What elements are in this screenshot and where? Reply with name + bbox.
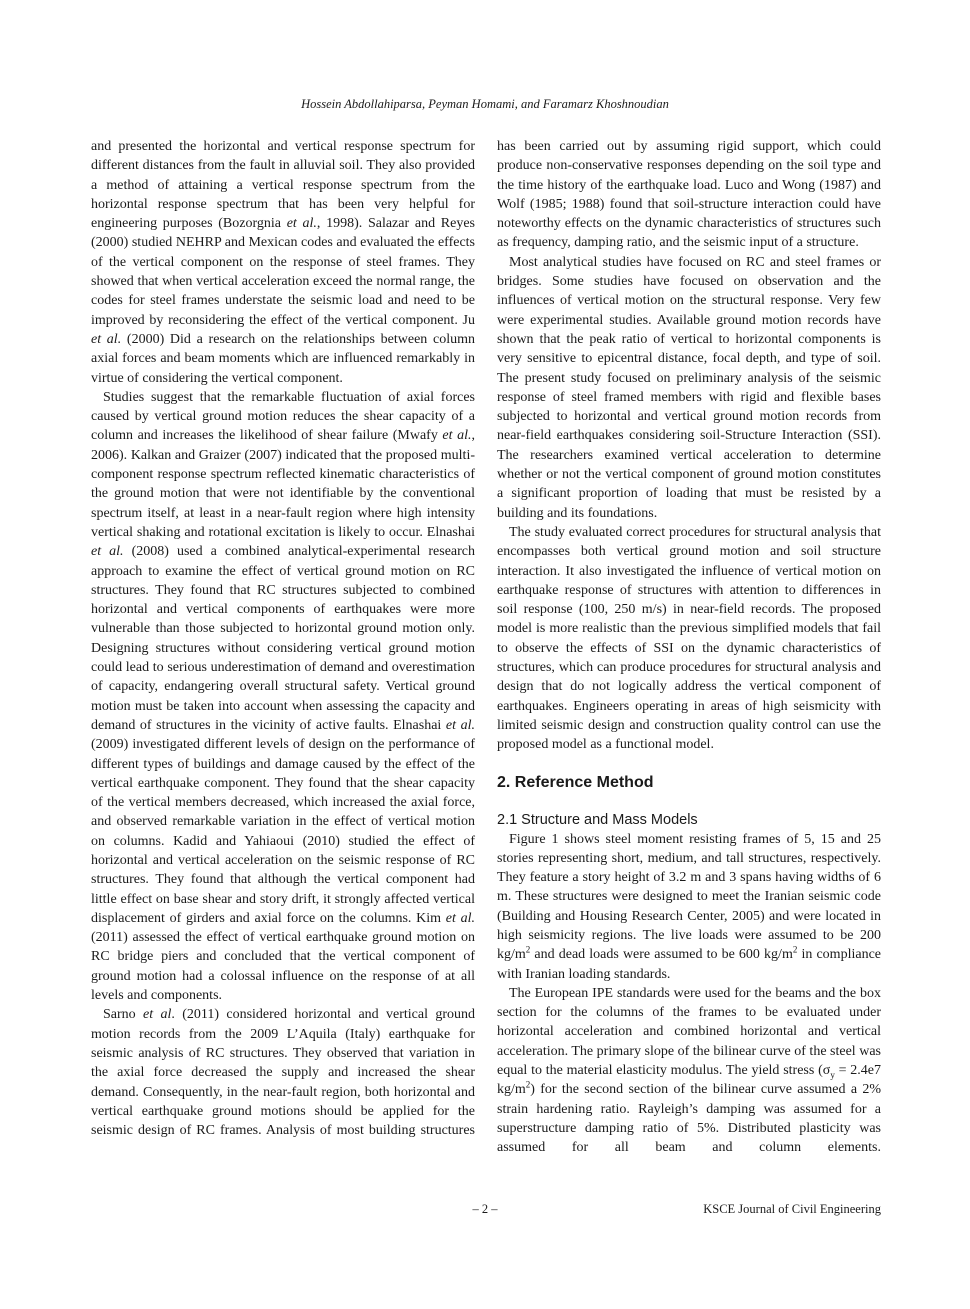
text-run: Sarno	[103, 1007, 144, 1023]
running-head: Hossein Abdollahiparsa, Peyman Homami, and Faramarz Khoshnoudian	[301, 97, 669, 111]
paragraph	[91, 388, 475, 1006]
text-run: has been carried out by assuming rigid support, which could produce non-conservative responses depending on the soil type and the time history of the earthquake load. Luco and Wong (1987) and Wolf (1985; 1988) found that soil-structure interaction could have noteworthy effects on the dynamic characteristics of structures such as frequency, damping ratio, and the seismic input of a structure.	[497, 139, 881, 251]
right-column	[497, 137, 881, 1158]
right-column-top	[497, 137, 881, 755]
text-run: (2008) used a combined analytical-experimental research approach to examine the effect of vertical ground motion on RC structures. They found that RC structures subjected to combined horizontal and vertical components of earthquakes were more vulnerable than those subjected to horizontal ground motion only. Designing structures without considering vertical ground motion could lead to serious underestimation of demand and overestimation of capacity, endangering overall structural safety. Vertical ground motion must be taken into account when assessing the capacity and demand of structures in the vicinity of active faults. Elnashai	[91, 544, 476, 733]
text-run: . (2011) considered horizontal and vertical ground motion records from the 2009 L’Aquila (Italy) earthquake for seismic analysis of RC structures. They observed that variation in the axial force decreased the supply and increased the shear demand. Consequently, in the near-fault region, both horizontal and vertical earthquake ground motions should be applied for the seismic design of RC frames. Analysis of most building structures	[91, 1007, 475, 1139]
paragraph	[497, 253, 881, 523]
paragraph	[497, 830, 881, 984]
text-run: (2011) assessed the effect of vertical earthquake ground motion on RC bridge piers and concluded that the vertical component of ground motion had a colossal influence on the response of at all levels and components.	[91, 930, 475, 1004]
paragraph	[497, 523, 881, 755]
text-run: in compliance with Iranian loading standards.	[497, 947, 881, 982]
subsection-heading: 2.1 Structure and Mass Models	[497, 811, 698, 828]
text-run: Figure 1 shows steel moment resisting frames of 5, 15 and 25 stories representing short, medium, and tall structures, respectively. They feature a story height of 3.2 m and 3 spans having widths of 6 m. These structures were designed to meet the Iranian seismic code (Building and Housing Research Center, 2005) and were located in high seismicity regions. The live loads were assumed to be 200 kg/m	[497, 831, 881, 963]
superscript: 2	[525, 1079, 531, 1090]
text-run: (2000) Did a research on the relationships between column axial forces and beam moments which are influenced remarkably in virtue of considering the vertical component.	[91, 331, 475, 386]
paragraph	[91, 137, 475, 388]
text-run: The study evaluated correct procedures for structural analysis that encompasses both vertical ground motion and soil structure interaction. It also investigated the influence of vertical motion on earthquake response of structures with attention to differences in soil response (100, 250 m/s) in near-field records. The proposed model is more realistic than the previous simplified models that fail to observe the effects of SSI on the dynamic characteristics of structures, which can produce procedures for structural analysis and design that do not logically address the vertical component of earthquakes. Engineers operating in areas of high seismicity with limited seismic design and construction quality control can use the proposed model as a functional model.	[497, 524, 881, 753]
italic-text: et al	[143, 1007, 172, 1023]
section-heading: 2. Reference Method	[497, 773, 654, 791]
italic-text: et al.	[445, 717, 475, 733]
right-column-bottom	[497, 830, 881, 1158]
italic-text: et al.	[91, 331, 122, 347]
italic-text: et al.	[445, 910, 476, 926]
text-run: (2009) investigated different levels of design on the performance of different types of buildings and damage caused by the effect of the vertical earthquake component. They found that the shear capacity of the vertical members decreased, which increased the axial force, and observed remarkable variation in the effect of vertical motion on columns. Kadid and Yahiaoui (2010) studied the effect of horizontal and vertical acceleration on the seismic response of RC structures. They found that although the vertical component had little effect on base shear and story drift, it strongly affected vertical displacement of girders and axial force on the columns. Kim	[91, 737, 475, 926]
text-run: Most analytical studies have focused on RC and steel frames or bridges. Some studies have focused on observation and the influences of vertical motion on the structural response. Very few were experimental studies. Available ground motion records have shown that the peak ratio of vertical to horizontal components is very sensitive to epicentral distance, focal depth, and type of soil. The present study focused on preliminary analysis of the seismic response of steel framed members with rigid and flexible bases subjected to horizontal and vertical ground motion records from near-field earthquakes considering soil-Structure Interaction (SSI). The researchers examined vertical acceleration to determine whether or not the vertical component of ground motion constitutes a significant proportion of loading that must be resisted by a building and its foundations.	[497, 254, 881, 521]
text-run: and presented the horizontal and vertical response spectrum for different distances from the fault in alluvial soil. They also provided a method of attaining a vertical response spectrum from the horizontal response spectrum that has been very helpful for engineering purposes (Bozorgnia	[91, 139, 475, 232]
paragraph	[497, 984, 881, 1158]
page-number: – 2 –	[472, 1202, 498, 1216]
italic-text: et al.	[91, 544, 124, 560]
italic-text: et al.	[442, 428, 472, 444]
text-run: = 2.4e7 kg/m	[497, 1063, 882, 1098]
paragraph	[91, 1005, 475, 1140]
text-run: Studies suggest that the remarkable fluctuation of axial forces caused by vertical ground motion reduces the shear capacity of a column and increases the likelihood of shear failure (Mwafy	[91, 389, 475, 444]
italic-text: et al.	[286, 216, 317, 232]
journal-name: KSCE Journal of Civil Engineering	[703, 1202, 881, 1216]
superscript: 2	[525, 944, 531, 955]
text-run: , 1998). Salazar and Reyes (2000) studied NEHRP and Mexican codes and evaluated the effects of the vertical component on the response of steel frames. They showed that when vertical acceleration exceed the normal range, the codes for steel frames understate the seismic load and need to be improved by reconsidering the effect of the vertical component. Ju	[91, 216, 475, 328]
paragraph	[497, 137, 881, 253]
text-run: , 2006). Kalkan and Graizer (2007) indicated that the proposed multi-component response spectrum reflected kinematic characteristics of the ground motion that were not identifiable by the conventional spectrum itself, at least in a near-fault region where high intensity vertical shaking and rotational excitation is likely to occur. Elnashai	[91, 428, 475, 540]
superscript: 2	[792, 944, 798, 955]
text-run: and dead loads were assumed to be 600 kg/m	[530, 947, 793, 963]
text-run: ) for the second section of the bilinear curve assumed a 2% strain hardening ratio. Rayleigh’s damping was assumed for a superstructure damping ratio of 5%. Distributed plasticity was assumed for all beam and column elements.	[497, 1082, 881, 1156]
text-run: The European IPE standards were used for the beams and the box section for the columns of the frames to be evaluated under horizontal acceleration and combined horizontal and vertical acceleration. The primary slope of the bilinear curve of the steel was equal to the material elasticity modulus. The yield stress (σ	[497, 985, 881, 1079]
left-column	[91, 137, 475, 1140]
subscript: y	[830, 1069, 835, 1080]
